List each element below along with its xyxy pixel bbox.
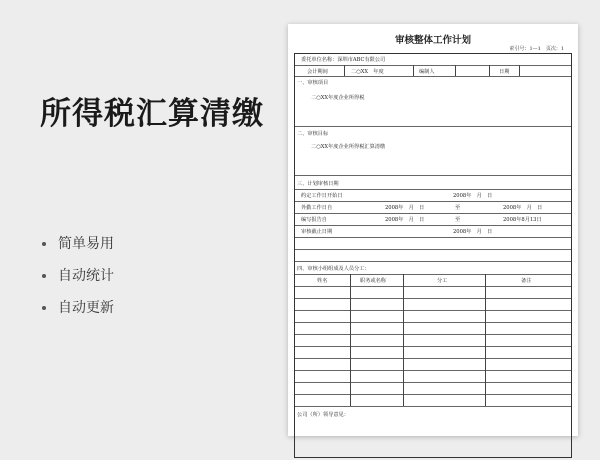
divider bbox=[295, 201, 571, 202]
bullet-dot-icon bbox=[42, 274, 46, 278]
schedule-to: 至 bbox=[455, 205, 461, 211]
schedule-label: 审核截止日期 bbox=[301, 229, 333, 235]
divider bbox=[295, 175, 571, 176]
divider bbox=[295, 237, 571, 238]
schedule-date: 2008年 月 日 bbox=[385, 217, 425, 223]
divider bbox=[295, 322, 571, 323]
feature-item bbox=[40, 234, 114, 266]
divider bbox=[295, 310, 571, 311]
schedule-label: 编写报告自 bbox=[301, 217, 327, 223]
divider bbox=[295, 261, 571, 262]
schedule-label: 约定工作日开始日 bbox=[301, 193, 343, 199]
period-value: 二○XX 年度 bbox=[351, 69, 384, 75]
divider bbox=[403, 274, 404, 406]
feature-label: 自动统计 bbox=[58, 268, 114, 284]
prepared-label: 编制人 bbox=[419, 69, 435, 75]
team-header-note: 备注 bbox=[521, 278, 532, 284]
section-schedule-title: 三、计划审核日期 bbox=[297, 181, 339, 187]
feature-label: 简单易用 bbox=[58, 236, 114, 252]
client-name: 委托单位名称：深圳市ABC有限公司 bbox=[301, 57, 386, 63]
team-header-duty: 分工 bbox=[437, 278, 448, 284]
divider bbox=[295, 189, 571, 190]
divider bbox=[455, 65, 456, 76]
divider bbox=[295, 406, 571, 407]
form-table bbox=[294, 53, 572, 458]
divider bbox=[344, 65, 345, 76]
document-preview bbox=[288, 24, 578, 436]
divider bbox=[295, 394, 571, 395]
feature-item bbox=[40, 298, 114, 330]
feature-label: 自动更新 bbox=[58, 300, 114, 316]
divider bbox=[413, 65, 414, 76]
date-label: 日期 bbox=[499, 69, 510, 75]
slide-title: 所得税汇算清缴 bbox=[40, 96, 264, 132]
divider bbox=[295, 346, 571, 347]
divider bbox=[295, 65, 571, 66]
section-audit-items-body: 二○XX年度企业所得税 bbox=[311, 95, 365, 101]
bullet-dot-icon bbox=[42, 242, 46, 246]
divider bbox=[519, 65, 520, 76]
divider bbox=[295, 298, 571, 299]
schedule-date: 2008年 月 日 bbox=[503, 205, 543, 211]
schedule-to: 至 bbox=[455, 217, 461, 223]
divider bbox=[295, 274, 571, 275]
schedule-date: 2008年8月13日 bbox=[503, 217, 542, 223]
divider bbox=[295, 225, 571, 226]
divider bbox=[350, 274, 351, 406]
section-audit-goal-body: 二○XX年度企业所得税汇算清缴 bbox=[311, 144, 386, 150]
divider bbox=[295, 286, 571, 287]
feature-list bbox=[40, 234, 114, 330]
schedule-label: 外勤工作日自 bbox=[301, 205, 333, 211]
divider bbox=[485, 274, 486, 406]
divider bbox=[295, 382, 571, 383]
divider bbox=[295, 126, 571, 127]
section-audit-goal-title: 二、审核目标 bbox=[297, 131, 329, 137]
schedule-date: 2008年 月 日 bbox=[385, 205, 425, 211]
schedule-date: 2008年 月 日 bbox=[453, 229, 493, 235]
document-title: 审核整体工作计划 bbox=[394, 35, 471, 46]
team-header-title: 职务或名称 bbox=[360, 278, 386, 284]
divider bbox=[295, 334, 571, 335]
team-header-name: 姓名 bbox=[317, 278, 328, 284]
document-index: 索引号：1—1 页次：1 bbox=[509, 46, 564, 52]
bullet-dot-icon bbox=[42, 306, 46, 310]
divider bbox=[295, 76, 571, 77]
divider bbox=[489, 65, 490, 76]
divider bbox=[295, 249, 571, 250]
feature-item bbox=[40, 266, 114, 298]
section-audit-items-title: 一、审核项目 bbox=[297, 80, 329, 86]
period-label: 会计期间 bbox=[307, 69, 328, 75]
section-team-title: 四、审核小组组成及人员分工： bbox=[297, 266, 370, 272]
schedule-date: 2008年 月 日 bbox=[453, 193, 493, 199]
divider bbox=[295, 370, 571, 371]
footer-opinion: 公司（所）领导意见： bbox=[297, 412, 349, 418]
divider bbox=[295, 358, 571, 359]
divider bbox=[295, 213, 571, 214]
